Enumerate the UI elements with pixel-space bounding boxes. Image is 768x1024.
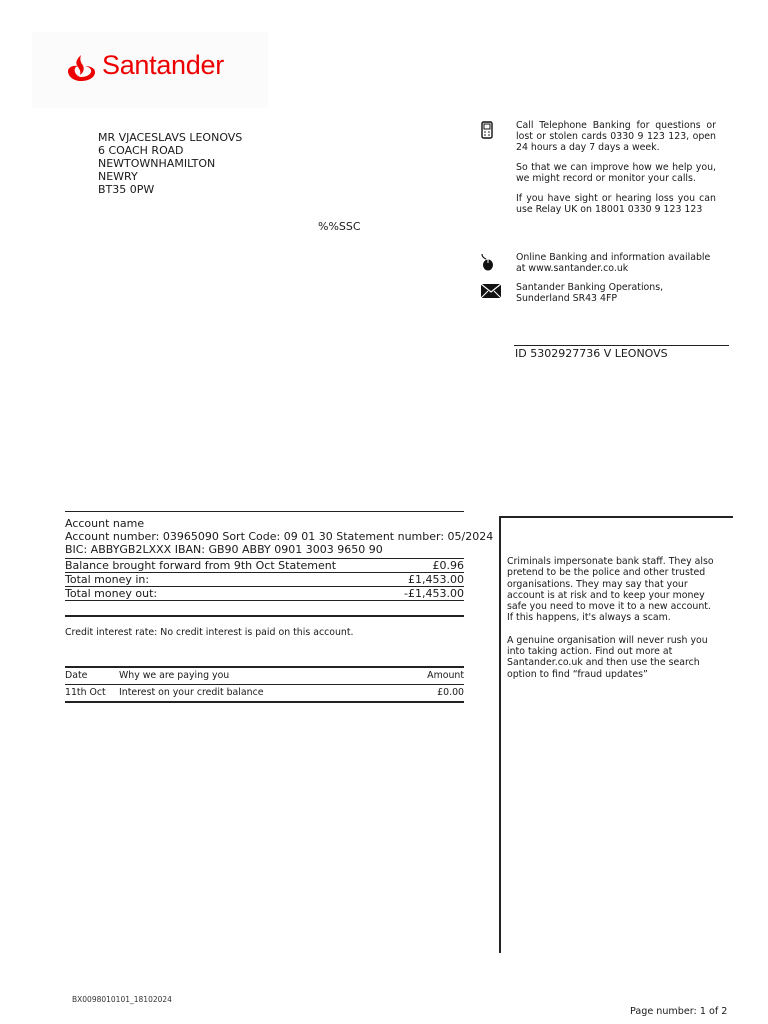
scam-paragraph: Criminals impersonate bank staff. They also pretend to be the police and other trusted organisations. They may say that your account is at risk and to keep your money safe you need to move it to a new account. If this happens, it's always a scam. bbox=[507, 556, 714, 624]
table-header bbox=[65, 668, 464, 684]
address-line: BT35 0PW bbox=[98, 183, 155, 196]
address-line: NEWRY bbox=[98, 170, 138, 183]
divider bbox=[65, 600, 464, 601]
mouse-icon bbox=[478, 253, 496, 271]
phone-icon bbox=[478, 121, 496, 139]
scam-warning bbox=[507, 556, 719, 691]
money-out-label: Total money out: bbox=[65, 587, 158, 600]
online-banking-info: Online Banking and information available at www.santander.co.uk bbox=[516, 252, 711, 274]
sidebar-border-top bbox=[499, 516, 733, 518]
transactions-table bbox=[65, 666, 464, 703]
phone-paragraph: If you have sight or hearing loss you can use Relay UK on 18001 0330 9 123 123 bbox=[516, 193, 716, 215]
customer-id: ID 5302927736 V LEONOVS bbox=[515, 347, 668, 360]
money-in-row bbox=[65, 573, 464, 586]
balance-value: £0.96 bbox=[432, 559, 464, 572]
account-number-line: Account number: 03965090 Sort Code: 09 01 30 Statement number: 05/2024 bbox=[65, 530, 494, 543]
divider bbox=[65, 511, 464, 512]
divider bbox=[65, 615, 464, 617]
sidebar-border-left bbox=[499, 516, 501, 953]
table-row bbox=[65, 685, 464, 701]
brand-name: Santander bbox=[102, 50, 224, 80]
envelope-icon bbox=[480, 282, 502, 300]
header-amount: Amount bbox=[427, 670, 464, 681]
page-number: Page number: 1 of 2 bbox=[630, 1006, 728, 1017]
row-amount: £0.00 bbox=[437, 687, 464, 698]
scam-paragraph: A genuine organisation will never rush you into taking action. Find out more at Santander.co.uk and then use the search option to find “fraud updates” bbox=[507, 634, 708, 680]
address-line: MR VJACESLAVS LEONOVS bbox=[98, 131, 243, 144]
address-line: 6 COACH ROAD bbox=[98, 144, 184, 157]
header-description: Why we are paying you bbox=[119, 670, 230, 681]
santander-flame-icon bbox=[66, 54, 96, 82]
account-summary bbox=[65, 511, 494, 617]
balance-label: Balance brought forward from 9th Oct Statement bbox=[65, 559, 337, 572]
row-description: Interest on your credit balance bbox=[119, 687, 264, 698]
balance-row bbox=[65, 559, 464, 572]
phone-paragraph: So that we can improve how we help you, we might record or monitor your calls. bbox=[516, 162, 716, 184]
recipient-address bbox=[98, 131, 242, 196]
phone-paragraph: Call Telephone Banking for questions or lost or stolen cards 0330 9 123 123, open 24 hours a day 7 days a week. bbox=[516, 120, 716, 153]
credit-interest-note: Credit interest rate: No credit interest is paid on this account. bbox=[65, 627, 354, 638]
divider bbox=[65, 701, 464, 703]
address-line: NEWTOWNHAMILTON bbox=[98, 157, 216, 170]
money-in-value: £1,453.00 bbox=[408, 573, 464, 586]
money-out-value: -£1,453.00 bbox=[404, 587, 464, 600]
bic-iban-line: BIC: ABBYGB2LXXX IBAN: GB90 ABBY 0901 3003 9650 90 bbox=[65, 543, 383, 556]
ssc-code: %%SSC bbox=[318, 220, 361, 233]
id-divider bbox=[514, 345, 729, 346]
phone-banking-info bbox=[516, 120, 716, 224]
document-reference: BX0098010101_18102024 bbox=[72, 995, 172, 1004]
row-date: 11th Oct bbox=[65, 687, 106, 698]
money-in-label: Total money in: bbox=[65, 573, 150, 586]
money-out-row bbox=[65, 587, 464, 600]
postal-address-info: Santander Banking Operations, Sunderland SR43 4FP bbox=[516, 282, 664, 304]
account-name-label: Account name bbox=[65, 517, 145, 530]
header-date: Date bbox=[65, 670, 88, 681]
